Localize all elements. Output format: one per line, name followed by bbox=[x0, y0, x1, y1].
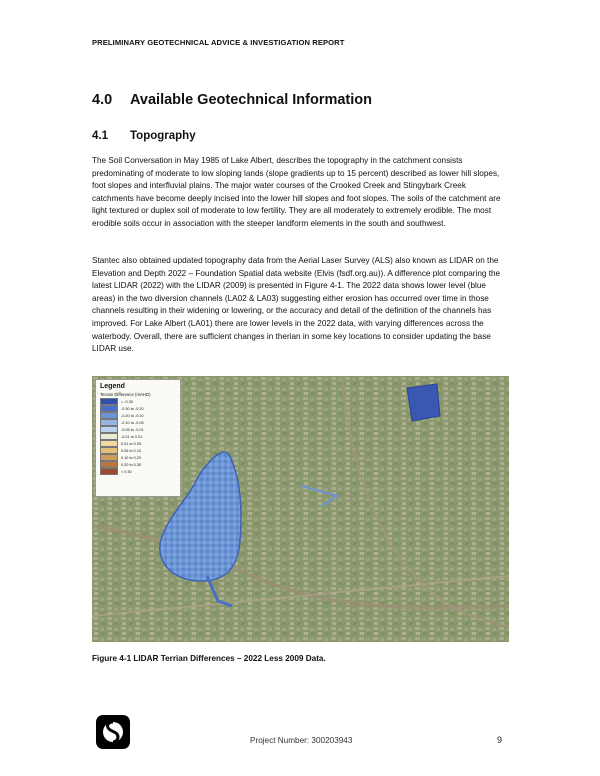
legend-swatch bbox=[100, 405, 118, 412]
paragraph-soil-conservation: The Soil Conversation in May 1985 of Lake Albert, describes the topography in the catchment consists predominating of moderate to low sloping lands (slope gradients up to 15 percent) described as lower hill slopes, foot slopes and interfluvial plains. The major water courses of the Crooked Creek and Stingybark Creek catchments have become deeply incised into the lower hill slopes and foot slopes. The soils of the catchment are light textured or duplex soil of moderate to low fertility. They are all moderately to extremely erodible. The most erodible soils occur in association with the steeper landform elements in the south and southwest. bbox=[92, 156, 501, 228]
legend-item bbox=[100, 433, 176, 440]
page-number: 9 bbox=[497, 735, 503, 745]
legend-label: -0.05 to -0.01 bbox=[121, 427, 144, 432]
legend-title: Legend bbox=[100, 383, 125, 390]
legend-item bbox=[100, 398, 176, 405]
legend-swatch bbox=[100, 454, 118, 461]
section-title: Available Geotechnical Information bbox=[130, 92, 372, 108]
legend-items bbox=[100, 398, 176, 475]
legend-item bbox=[100, 454, 176, 461]
paragraph-lidar: Stantec also obtained updated topography data from the Aerial Laser Survey (ALS) also known as LIDAR on the Elevation and Depth 2022 – Foundation Spatial data website (Elvis (fsdf.org.au)). A difference plot comparing the latest LIDAR (2022) with the LIDAR (2009) is presented in Figure 4-1. The 2022 data shows lower level (blue areas) in the two diversion channels (LA02 & LA03) suggesting either erosion has occurred over time in those channels resulting in their widening or lowering, or the accuracy and detail of the definition of the channels has improved. For Lake Albert (LA01) there are lower levels in the 2022 data, with varying differences across the waterbody. Overall, there are sufficient changes in therian in some key locations to consider updating the base LIDAR use. bbox=[92, 256, 501, 354]
legend-item bbox=[100, 412, 176, 419]
legend-swatch bbox=[100, 433, 118, 440]
legend-swatch bbox=[100, 412, 118, 419]
section-number: 4.0 bbox=[92, 92, 113, 108]
legend-item bbox=[100, 461, 176, 468]
legend-item bbox=[100, 447, 176, 454]
legend-swatch bbox=[100, 398, 118, 405]
legend-label: 0.20 to 0.30 bbox=[121, 462, 142, 467]
legend-swatch bbox=[100, 426, 118, 433]
subsection-title: Topography bbox=[130, 130, 196, 142]
legend-label: 0.01 to 0.05 bbox=[121, 441, 142, 446]
legend-item bbox=[100, 440, 176, 447]
map-legend bbox=[95, 379, 181, 497]
project-number: Project Number: 300203943 bbox=[250, 736, 353, 745]
section-heading bbox=[92, 92, 372, 108]
legend-label: -0.30 to -0.20 bbox=[121, 406, 144, 411]
subsection-heading bbox=[92, 130, 196, 142]
legend-swatch bbox=[100, 440, 118, 447]
legend-subtitle: Terrain Difference (mAHD) bbox=[100, 392, 151, 397]
legend-swatch bbox=[100, 447, 118, 454]
legend-label: 0.05 to 0.10 bbox=[121, 448, 142, 453]
running-header: PRELIMINARY GEOTECHNICAL ADVICE & INVESTIGATION REPORT bbox=[92, 38, 345, 47]
legend-item bbox=[100, 426, 176, 433]
legend-label: 0.10 to 0.20 bbox=[121, 455, 142, 460]
legend-label: < -0.30 bbox=[121, 399, 133, 404]
legend-label: > 0.30 bbox=[121, 469, 132, 474]
stantec-logo-icon bbox=[96, 715, 130, 749]
company-logo bbox=[96, 715, 130, 749]
subsection-number: 4.1 bbox=[92, 130, 108, 142]
legend-swatch bbox=[100, 461, 118, 468]
legend-item bbox=[100, 468, 176, 475]
legend-swatch bbox=[100, 419, 118, 426]
figure-caption: Figure 4-1 LIDAR Terrian Differences – 2022 Less 2009 Data. bbox=[92, 654, 326, 663]
legend-label: -0.01 to 0.01 bbox=[121, 434, 143, 439]
legend-label: -0.20 to -0.10 bbox=[121, 413, 144, 418]
legend-item bbox=[100, 419, 176, 426]
legend-label: -0.10 to -0.05 bbox=[121, 420, 144, 425]
legend-swatch bbox=[100, 468, 118, 475]
lidar-difference-map bbox=[92, 376, 509, 642]
legend-item bbox=[100, 405, 176, 412]
